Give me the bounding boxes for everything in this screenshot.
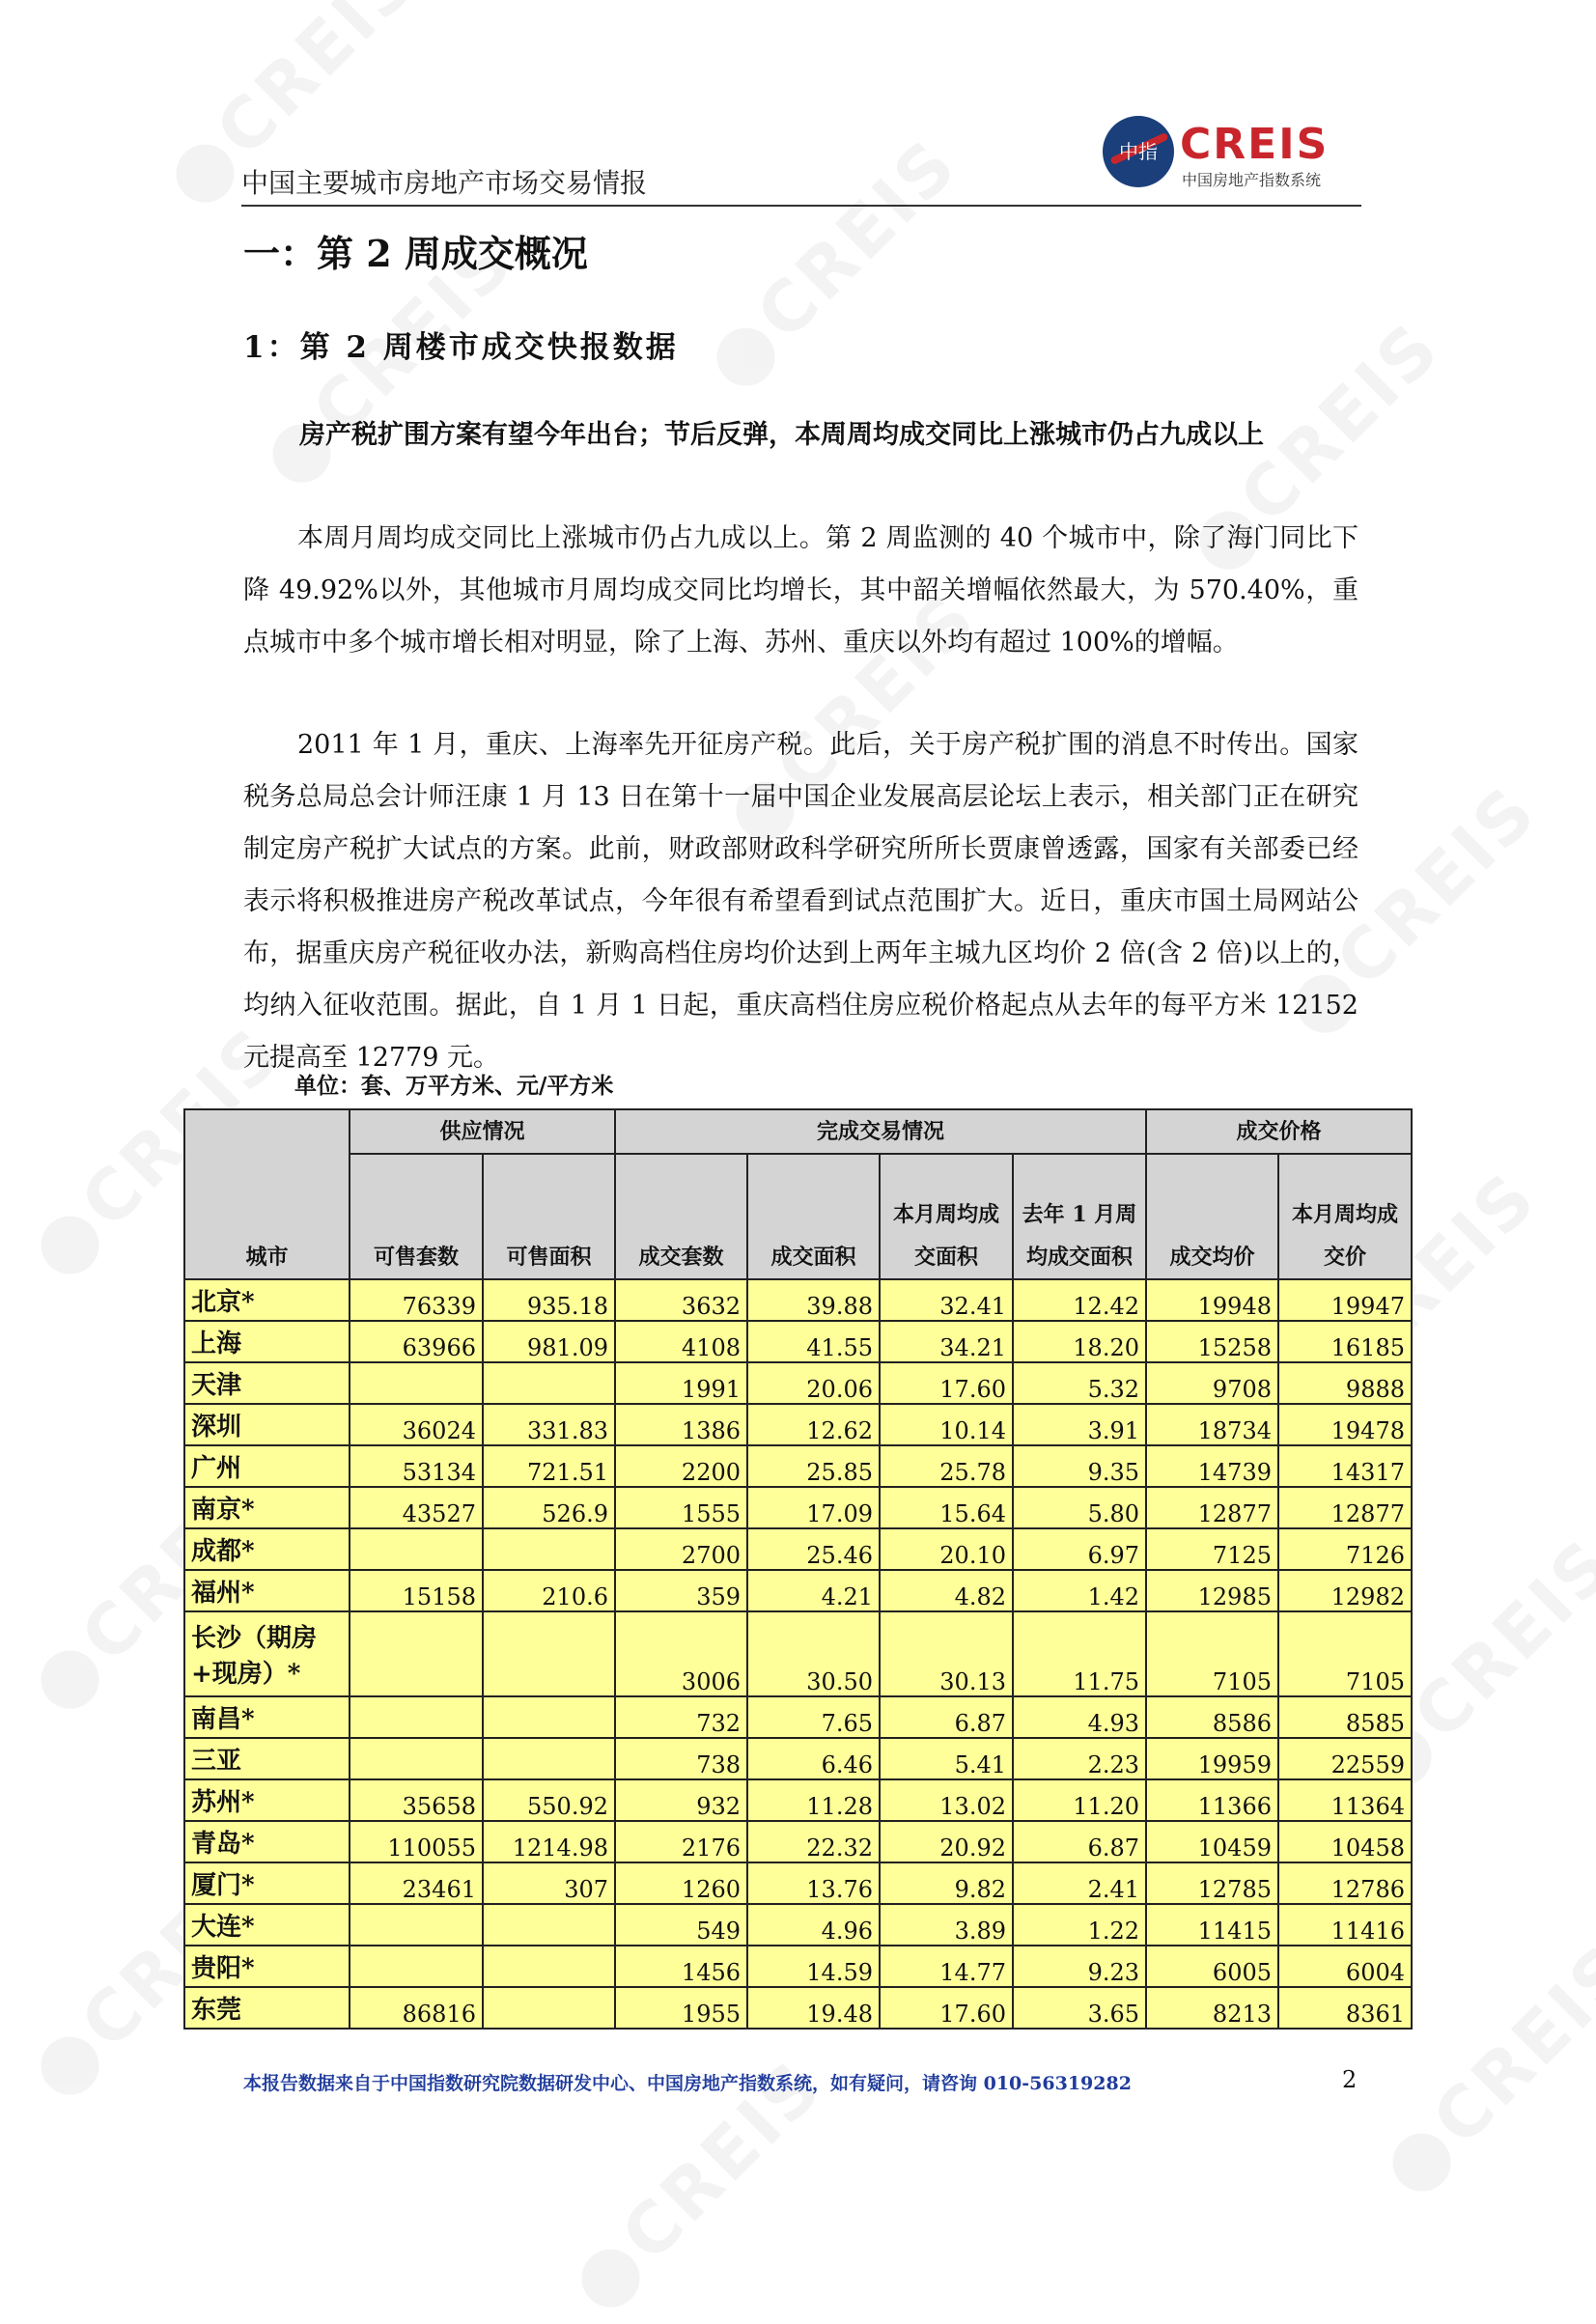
table-cell: 1555 <box>615 1487 747 1528</box>
table-cell: 7125 <box>1146 1528 1278 1570</box>
table-row <box>184 1821 1412 1862</box>
table-cell: 32.41 <box>880 1279 1013 1321</box>
table-cell: 19959 <box>1146 1738 1278 1779</box>
city-cell: 南京* <box>184 1487 350 1528</box>
subsection-heading: 1：第 2 周楼市成交快报数据 <box>243 330 679 365</box>
col-header-deal-units: 成交套数 <box>615 1154 747 1279</box>
table-cell: 11.28 <box>747 1779 880 1821</box>
table-cell: 86816 <box>350 1987 483 2029</box>
table-cell: 12.62 <box>747 1404 880 1445</box>
table-cell: 9.82 <box>880 1862 1013 1904</box>
table-cell: 20.10 <box>880 1528 1013 1570</box>
city-cell: 青岛* <box>184 1821 350 1862</box>
table-cell <box>350 1946 483 1987</box>
table-cell: 10459 <box>1146 1821 1278 1862</box>
table-cell: 15.64 <box>880 1487 1013 1528</box>
city-cell: 上海 <box>184 1321 350 1362</box>
table-cell: 10458 <box>1278 1821 1412 1862</box>
table-cell: 11415 <box>1146 1904 1278 1946</box>
table-cell: 981.09 <box>483 1321 615 1362</box>
table-cell <box>483 1738 615 1779</box>
table-cell: 550.92 <box>483 1779 615 1821</box>
table-row <box>184 1946 1412 1987</box>
table-cell: 13.76 <box>747 1862 880 1904</box>
transaction-table <box>183 1108 1413 2030</box>
table-cell: 18734 <box>1146 1404 1278 1445</box>
table-cell: 5.41 <box>880 1738 1013 1779</box>
table-cell: 526.9 <box>483 1487 615 1528</box>
table-cell: 3.91 <box>1013 1404 1146 1445</box>
city-cell: 大连* <box>184 1904 350 1946</box>
table-row <box>184 1487 1412 1528</box>
table-cell: 12786 <box>1278 1862 1412 1904</box>
table-cell: 11.75 <box>1013 1611 1146 1696</box>
table-cell: 4.21 <box>747 1570 880 1611</box>
table-cell: 12877 <box>1146 1487 1278 1528</box>
table-cell: 8586 <box>1146 1696 1278 1738</box>
table-cell <box>350 1904 483 1946</box>
table-cell: 76339 <box>350 1279 483 1321</box>
table-cell: 9.23 <box>1013 1946 1146 1987</box>
city-cell: 三亚 <box>184 1738 350 1779</box>
table-cell: 8585 <box>1278 1696 1412 1738</box>
city-cell: 成都* <box>184 1528 350 1570</box>
city-cell: 苏州* <box>184 1779 350 1821</box>
table-cell: 3.89 <box>880 1904 1013 1946</box>
table-cell: 6.87 <box>880 1696 1013 1738</box>
table-cell: 549 <box>615 1904 747 1946</box>
table-cell: 5.80 <box>1013 1487 1146 1528</box>
table-cell: 25.85 <box>747 1445 880 1487</box>
table-cell: 1.22 <box>1013 1904 1146 1946</box>
table-cell: 7.65 <box>747 1696 880 1738</box>
table-cell: 25.46 <box>747 1528 880 1570</box>
table-row <box>184 1321 1412 1362</box>
table-row <box>184 1528 1412 1570</box>
table-cell: 3006 <box>615 1611 747 1696</box>
table-cell <box>483 1362 615 1404</box>
col-header-month-weekly-area: 本月周均成交面积 <box>880 1154 1013 1279</box>
table-row <box>184 1779 1412 1821</box>
table-body <box>184 1279 1412 2029</box>
table-cell: 12.42 <box>1013 1279 1146 1321</box>
section-heading: 一：第 2 周成交概况 <box>243 232 588 275</box>
table-cell: 14.59 <box>747 1946 880 1987</box>
table-cell: 2200 <box>615 1445 747 1487</box>
table-row <box>184 1611 1412 1696</box>
table-cell: 1214.98 <box>483 1821 615 1862</box>
table-cell: 20.06 <box>747 1362 880 1404</box>
table-cell: 19478 <box>1278 1404 1412 1445</box>
table-cell: 43527 <box>350 1487 483 1528</box>
table-cell: 4.96 <box>747 1904 880 1946</box>
table-cell: 359 <box>615 1570 747 1611</box>
table-cell: 20.92 <box>880 1821 1013 1862</box>
table-cell: 3632 <box>615 1279 747 1321</box>
table-cell: 2.41 <box>1013 1862 1146 1904</box>
table-cell: 35658 <box>350 1779 483 1821</box>
table-cell: 19947 <box>1278 1279 1412 1321</box>
table-cell: 39.88 <box>747 1279 880 1321</box>
table-cell: 22559 <box>1278 1738 1412 1779</box>
table-cell: 23461 <box>350 1862 483 1904</box>
logo-emblem-icon <box>1103 116 1174 187</box>
table-cell: 15258 <box>1146 1321 1278 1362</box>
city-cell: 东莞 <box>184 1987 350 2029</box>
table-cell: 9708 <box>1146 1362 1278 1404</box>
city-cell: 深圳 <box>184 1404 350 1445</box>
table-cell: 12877 <box>1278 1487 1412 1528</box>
logo-brand-text: CREIS <box>1180 120 1330 169</box>
table-cell <box>483 1904 615 1946</box>
table-cell: 8213 <box>1146 1987 1278 2029</box>
table-row <box>184 1696 1412 1738</box>
table-cell: 13.02 <box>880 1779 1013 1821</box>
table-cell: 11416 <box>1278 1904 1412 1946</box>
table-cell: 36024 <box>350 1404 483 1445</box>
col-header-avail-area: 可售面积 <box>483 1154 615 1279</box>
table-cell: 34.21 <box>880 1321 1013 1362</box>
table-cell: 1991 <box>615 1362 747 1404</box>
table-cell: 2176 <box>615 1821 747 1862</box>
table-row <box>184 1904 1412 1946</box>
table-cell: 16185 <box>1278 1321 1412 1362</box>
group-header-deals: 完成交易情况 <box>615 1109 1146 1154</box>
table-cell: 53134 <box>350 1445 483 1487</box>
table-cell <box>483 1987 615 2029</box>
table-cell: 22.32 <box>747 1821 880 1862</box>
col-header-avg-price: 成交均价 <box>1146 1154 1278 1279</box>
table-cell: 5.32 <box>1013 1362 1146 1404</box>
page-header <box>241 116 1361 207</box>
table-cell: 14739 <box>1146 1445 1278 1487</box>
table-cell: 4.82 <box>880 1570 1013 1611</box>
table-cell <box>483 1696 615 1738</box>
table-cell: 307 <box>483 1862 615 1904</box>
table-cell: 11364 <box>1278 1779 1412 1821</box>
table-cell <box>350 1528 483 1570</box>
city-cell: 福州* <box>184 1570 350 1611</box>
table-cell: 8361 <box>1278 1987 1412 2029</box>
report-title: 中国主要城市房地产市场交易情报 <box>241 167 648 199</box>
table-cell: 9.35 <box>1013 1445 1146 1487</box>
table-cell: 7126 <box>1278 1528 1412 1570</box>
group-header-supply: 供应情况 <box>350 1109 615 1154</box>
city-cell: 长沙（期房+现房）* <box>184 1611 350 1696</box>
table-cell: 11366 <box>1146 1779 1278 1821</box>
table-row <box>184 1279 1412 1321</box>
page-number: 2 <box>1342 2066 1358 2093</box>
table-cell: 110055 <box>350 1821 483 1862</box>
logo-mark: 中指 <box>1119 140 1158 163</box>
table-cell: 7105 <box>1278 1611 1412 1696</box>
footer-note: 本报告数据来自于中国指数研究院数据研发中心、中国房地产指数系统，如有疑问，请咨询 010-56319282 <box>243 2073 1132 2094</box>
table-cell: 1955 <box>615 1987 747 2029</box>
table-cell <box>483 1528 615 1570</box>
table-cell <box>350 1696 483 1738</box>
table-cell: 6005 <box>1146 1946 1278 1987</box>
table-cell: 6.87 <box>1013 1821 1146 1862</box>
table-cell: 4.93 <box>1013 1696 1146 1738</box>
table-cell: 935.18 <box>483 1279 615 1321</box>
table-cell: 30.13 <box>880 1611 1013 1696</box>
table-cell: 19948 <box>1146 1279 1278 1321</box>
table-cell: 17.60 <box>880 1362 1013 1404</box>
group-header-price: 成交价格 <box>1146 1109 1412 1154</box>
table-cell: 210.6 <box>483 1570 615 1611</box>
table-cell: 1386 <box>615 1404 747 1445</box>
summary-headline: 房产税扩围方案有望今年出台；节后反弹，本周周均成交同比上涨城市仍占九成以上 <box>299 420 1264 450</box>
table-row <box>184 1570 1412 1611</box>
table-row <box>184 1862 1412 1904</box>
table-cell: 63966 <box>350 1321 483 1362</box>
table-cell: 932 <box>615 1779 747 1821</box>
table-row <box>184 1738 1412 1779</box>
city-cell: 广州 <box>184 1445 350 1487</box>
table-row <box>184 1445 1412 1487</box>
table-cell: 1260 <box>615 1862 747 1904</box>
table-cell: 14.77 <box>880 1946 1013 1987</box>
city-cell: 贵阳* <box>184 1946 350 1987</box>
table-cell: 331.83 <box>483 1404 615 1445</box>
table-cell: 721.51 <box>483 1445 615 1487</box>
col-header-month-weekly-price: 本月周均成交价 <box>1278 1154 1412 1279</box>
table-cell: 7105 <box>1146 1611 1278 1696</box>
table-cell: 17.60 <box>880 1987 1013 2029</box>
table-cell: 41.55 <box>747 1321 880 1362</box>
col-header-avail-units: 可售套数 <box>350 1154 483 1279</box>
table-cell: 17.09 <box>747 1487 880 1528</box>
table-unit-label: 单位：套、万平方米、元/平方米 <box>294 1073 614 1099</box>
table-cell <box>483 1946 615 1987</box>
table-cell <box>350 1738 483 1779</box>
table-cell: 14317 <box>1278 1445 1412 1487</box>
table-cell: 10.14 <box>880 1404 1013 1445</box>
table-cell: 12982 <box>1278 1570 1412 1611</box>
table-cell: 19.48 <box>747 1987 880 2029</box>
table-cell: 18.20 <box>1013 1321 1146 1362</box>
table-cell: 2700 <box>615 1528 747 1570</box>
table-cell: 25.78 <box>880 1445 1013 1487</box>
table-cell: 732 <box>615 1696 747 1738</box>
col-header-city: 城市 <box>184 1109 350 1279</box>
table-cell <box>483 1611 615 1696</box>
col-header-last-jan-weekly-area: 去年 1 月周均成交面积 <box>1013 1154 1146 1279</box>
table-cell <box>350 1611 483 1696</box>
logo-subtitle: 中国房地产指数系统 <box>1182 171 1322 189</box>
table-cell: 6004 <box>1278 1946 1412 1987</box>
table-cell: 2.23 <box>1013 1738 1146 1779</box>
table-row <box>184 1362 1412 1404</box>
city-cell: 北京* <box>184 1279 350 1321</box>
table-row <box>184 1404 1412 1445</box>
table-cell: 4108 <box>615 1321 747 1362</box>
table-cell: 12785 <box>1146 1862 1278 1904</box>
table-cell: 738 <box>615 1738 747 1779</box>
table-cell: 1.42 <box>1013 1570 1146 1611</box>
table-cell: 6.46 <box>747 1738 880 1779</box>
city-cell: 天津 <box>184 1362 350 1404</box>
city-cell: 厦门* <box>184 1862 350 1904</box>
table-row <box>184 1987 1412 2029</box>
creis-logo <box>1103 116 1354 193</box>
table-cell: 6.97 <box>1013 1528 1146 1570</box>
city-cell: 南昌* <box>184 1696 350 1738</box>
table-cell: 9888 <box>1278 1362 1412 1404</box>
table-cell <box>350 1362 483 1404</box>
table-cell: 12985 <box>1146 1570 1278 1611</box>
table-cell: 1456 <box>615 1946 747 1987</box>
body-paragraph: 2011 年 1 月，重庆、上海率先开征房产税。此后，关于房产税扩围的消息不时传出。国家税务总局总会计师汪康 1 月 13 日在第十一届中国企业发展高层论坛上表示，相关部门正在研究制定房产税扩大试点的方案。此前，财政部财政科学研究所所长贾康曾透露，国家有关部委已经表示将积极推进房产税改革试点，今年很有希望看到试点范围扩大。近日，重庆市国土局网站公布，据重庆房产税征收办法，新购高档住房均价达到上两年主城九区均价 2 倍(含 2 倍)以上的，均纳入征收范围。据此，自 1 月 1 日起，重庆高档住房应税价格起点从去年的每平方米 12152 元提高至 12779 元。 <box>243 730 1358 1073</box>
table-cell: 15158 <box>350 1570 483 1611</box>
col-header-deal-area: 成交面积 <box>747 1154 880 1279</box>
table-cell: 30.50 <box>747 1611 880 1696</box>
table-cell: 3.65 <box>1013 1987 1146 2029</box>
body-paragraph: 本周月周均成交同比上涨城市仍占九成以上。第 2 周监测的 40 个城市中，除了海门同比下降 49.92%以外，其他城市月周均成交同比均增长，其中韶关增幅依然最大，为 570.40%，重点城市中多个城市增长相对明显，除了上海、苏州、重庆以外均有超过 100%的增幅。 <box>243 523 1358 658</box>
table-cell: 11.20 <box>1013 1779 1146 1821</box>
